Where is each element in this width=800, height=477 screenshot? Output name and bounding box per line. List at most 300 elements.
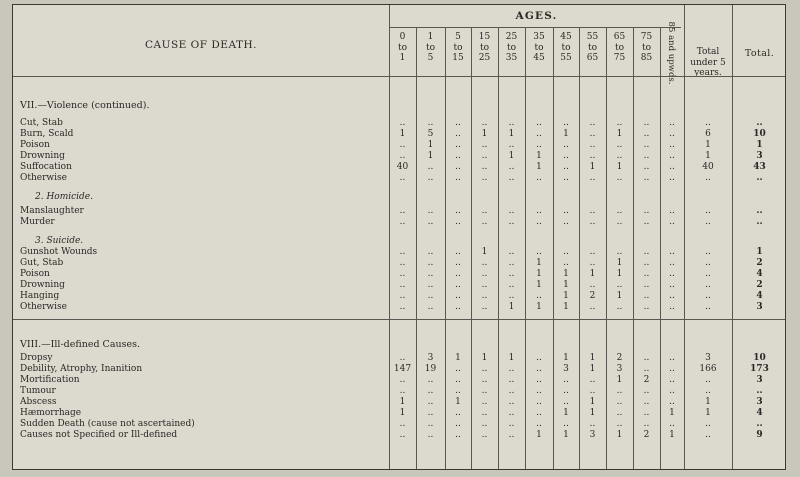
- under-5-cell: 1: [705, 397, 711, 407]
- under-5-cell: 40: [702, 162, 714, 172]
- age-cell: ..: [399, 280, 406, 290]
- age-cell: ..: [643, 269, 650, 279]
- age-cell: ..: [669, 386, 675, 396]
- age-cell: ..: [427, 217, 434, 227]
- age-cell: ..: [508, 397, 515, 407]
- row-label-text: Suffocation: [20, 162, 72, 172]
- row-label: [20, 386, 390, 396]
- age-column-header: [606, 32, 633, 64]
- age-cell: ..: [643, 173, 650, 183]
- age-cell: ..: [481, 302, 488, 312]
- age-cell: ..: [669, 302, 675, 312]
- age-cell: ..: [427, 173, 434, 183]
- age-cell: 1: [536, 302, 542, 312]
- age-cell: ..: [669, 280, 675, 290]
- under-5-cell: ..: [705, 386, 711, 396]
- age-cell: ..: [589, 173, 596, 183]
- row-label-text: Cut, Stab: [20, 118, 63, 128]
- age-cell: ..: [616, 206, 623, 216]
- row-label-text: Drowning: [20, 151, 65, 161]
- age-cell: 1: [563, 269, 569, 279]
- age-cell: ..: [643, 353, 650, 363]
- age-cell: ..: [427, 408, 434, 418]
- age-cell: 1: [563, 408, 569, 418]
- age-cell: ..: [455, 291, 461, 301]
- age-cell: 2: [616, 353, 623, 363]
- age-column-header-part: 55: [586, 32, 599, 42]
- row-label-text: Mortification: [20, 375, 80, 385]
- age-cell: ..: [427, 269, 434, 279]
- age-cell: ..: [669, 258, 675, 268]
- age-cell: 19: [424, 364, 437, 374]
- total-label: Total.: [744, 48, 775, 59]
- age-cell: 1: [616, 269, 623, 279]
- age-cell: 1: [589, 364, 596, 374]
- age-cell: 1: [399, 397, 406, 407]
- under-5-cell: 6: [705, 129, 711, 139]
- row-label: [20, 151, 390, 161]
- age-cell: ..: [643, 364, 650, 374]
- age-cell: ..: [643, 151, 650, 161]
- age-cell: ..: [643, 247, 650, 257]
- age-cell: 1: [563, 129, 569, 139]
- age-cell: ..: [669, 397, 675, 407]
- age-cell: ..: [563, 217, 569, 227]
- under-5-cell: ..: [705, 247, 711, 257]
- age-cell: ..: [563, 258, 569, 268]
- total-cell: 10: [753, 129, 766, 139]
- age-cell: ..: [536, 419, 542, 429]
- row-label: [20, 118, 390, 128]
- total-cell: 173: [750, 364, 769, 374]
- age-cell: ..: [536, 118, 542, 128]
- age-cell: ..: [616, 280, 623, 290]
- age-cell: ..: [589, 140, 596, 150]
- row-label-text: Poison: [20, 269, 50, 279]
- cause-of-death-header: CAUSE OF DEATH.: [145, 39, 257, 51]
- age-cell: 1: [563, 302, 569, 312]
- age-cell: ..: [536, 217, 542, 227]
- age-cell: ..: [616, 408, 623, 418]
- age-cell: ..: [643, 386, 650, 396]
- age-cell: ..: [643, 419, 650, 429]
- row-label-text: Gunshot Wounds: [20, 247, 98, 257]
- age-cell: ..: [589, 280, 596, 290]
- age-cell: ..: [427, 162, 434, 172]
- age-cell: 1: [616, 375, 623, 385]
- age-cell: 2: [589, 291, 596, 301]
- total-cell: 1: [756, 140, 763, 150]
- age-column-header-part: 1: [427, 32, 434, 42]
- age-cell: 1: [669, 430, 675, 440]
- under-5-cell: ..: [705, 280, 711, 290]
- age-cell: ..: [481, 280, 488, 290]
- total-cell: ..: [756, 118, 763, 128]
- age-cell: ..: [536, 397, 542, 407]
- age-cell: ..: [616, 118, 623, 128]
- row-label: [20, 280, 390, 290]
- age-column-header-part: to: [587, 42, 598, 53]
- age-cell: ..: [508, 419, 515, 429]
- age-column-header: [525, 32, 553, 64]
- age-cell: ..: [481, 430, 488, 440]
- total-cell: 1: [756, 247, 763, 257]
- under-5-cell: ..: [705, 419, 711, 429]
- section-divider: [13, 319, 785, 320]
- age-cell: 1: [563, 353, 569, 363]
- age-column-header-part: 1: [399, 53, 406, 63]
- age-cell: ..: [455, 408, 461, 418]
- total-header: [732, 49, 787, 60]
- age-cell: ..: [643, 291, 650, 301]
- age-cell: ..: [669, 353, 675, 363]
- age-cell: ..: [399, 353, 406, 363]
- age-cell: 1: [508, 302, 515, 312]
- age-column-header: [416, 32, 445, 64]
- row-label-text: Sudden Death (cause not ascertained): [20, 419, 195, 429]
- total-under-5-header: [684, 47, 732, 79]
- age-column-header-part: 35: [505, 53, 518, 63]
- age-cell: ..: [616, 386, 623, 396]
- age-cell: ..: [427, 280, 434, 290]
- age-cell: ..: [536, 129, 542, 139]
- age-cell: 1: [455, 397, 461, 407]
- age-cell: ..: [563, 375, 569, 385]
- age-column-header-part: to: [534, 42, 544, 53]
- age-cell: ..: [616, 173, 623, 183]
- age-cell: ..: [536, 386, 542, 396]
- age-cell: ..: [481, 206, 488, 216]
- total-cell: 9: [756, 430, 763, 440]
- age-cell: 1: [481, 353, 488, 363]
- age-cell: ..: [563, 151, 569, 161]
- row-label-text: Murder: [20, 217, 55, 227]
- age-cell: ..: [481, 151, 488, 161]
- age-cell: ..: [455, 364, 461, 374]
- age-cell: 1: [536, 269, 542, 279]
- age-cell: ..: [455, 247, 461, 257]
- section-violence: VII.—Violence (continued).: [20, 100, 150, 111]
- row-label: [20, 364, 390, 374]
- row-label: [20, 217, 390, 227]
- age-cell: ..: [616, 397, 623, 407]
- age-cell: ..: [508, 173, 515, 183]
- age-cell: ..: [455, 129, 461, 139]
- total-cell: 4: [756, 408, 763, 418]
- age-cell: ..: [455, 173, 461, 183]
- age-column-header-part: to: [453, 42, 463, 53]
- age-cell: ..: [669, 173, 675, 183]
- age-column-header-part: 15: [478, 32, 491, 42]
- age-cell: ..: [399, 217, 406, 227]
- age-cell: 3: [563, 364, 569, 374]
- age-cell: 1: [616, 129, 623, 139]
- total-cell: 4: [756, 291, 763, 301]
- row-label-text: Manslaughter: [20, 206, 84, 216]
- age-cell: ..: [427, 302, 434, 312]
- age-cell: ..: [427, 247, 434, 257]
- age-cell: 1: [508, 151, 515, 161]
- age-cell: ..: [399, 419, 406, 429]
- age-cell: ..: [508, 386, 515, 396]
- under-5-cell: ..: [705, 258, 711, 268]
- age-cell: ..: [455, 375, 461, 385]
- age-cell: ..: [563, 386, 569, 396]
- age-cell: ..: [589, 375, 596, 385]
- age-cell: ..: [643, 258, 650, 268]
- age-cell: ..: [508, 217, 515, 227]
- age-cell: ..: [669, 269, 675, 279]
- age-cell: ..: [455, 151, 461, 161]
- age-column-header: [633, 32, 660, 64]
- age-cell: ..: [536, 206, 542, 216]
- age-column-header-part: to: [561, 42, 571, 53]
- under-5-cell: ..: [705, 291, 711, 301]
- age-cell: ..: [399, 302, 406, 312]
- age-cell: ..: [669, 118, 675, 128]
- age-cell: ..: [643, 408, 650, 418]
- age-cell: 1: [455, 353, 461, 363]
- age-cell: ..: [643, 397, 650, 407]
- age-cell: ..: [399, 291, 406, 301]
- age-cell: 1: [589, 397, 596, 407]
- total-cell: 2: [756, 258, 763, 268]
- age-cell: ..: [669, 247, 675, 257]
- age-cell: 1: [589, 353, 596, 363]
- section-ill-defined: VIII.—Ill-defined Causes.: [20, 339, 141, 350]
- age-column-header-part: to: [614, 42, 625, 53]
- age-column-header: [389, 32, 416, 64]
- age-cell: 1: [399, 129, 406, 139]
- age-cell: ..: [508, 375, 515, 385]
- total-cell: 43: [753, 162, 766, 172]
- age-cell: ..: [508, 280, 515, 290]
- age-cell: ..: [589, 258, 596, 268]
- age-cell: 1: [616, 291, 623, 301]
- age-cell: ..: [669, 364, 675, 374]
- age-column-header-part: 25: [478, 53, 491, 63]
- age-cell: 1: [563, 430, 569, 440]
- age-cell: ..: [589, 118, 596, 128]
- age-cell: 1: [399, 408, 406, 418]
- row-label: [20, 129, 390, 139]
- age-cell: ..: [399, 386, 406, 396]
- row-label-text: Debility, Atrophy, Inanition: [20, 364, 143, 374]
- age-cell: ..: [399, 375, 406, 385]
- age-cell: ..: [399, 140, 406, 150]
- age-column-header-part: to: [479, 42, 490, 53]
- age-cell: ..: [399, 151, 406, 161]
- age-cell: ..: [563, 247, 569, 257]
- age-cell: 1: [589, 408, 596, 418]
- age-cell: ..: [643, 206, 650, 216]
- under-5-cell: ..: [705, 118, 711, 128]
- age-cell: ..: [643, 302, 650, 312]
- age-cell: ..: [455, 280, 461, 290]
- age-cell: ..: [481, 408, 488, 418]
- row-label: [20, 375, 390, 385]
- age-cell: ..: [508, 364, 515, 374]
- row-label: [20, 173, 390, 183]
- age-cell: ..: [508, 140, 515, 150]
- row-label-text: Dropsy: [20, 353, 53, 363]
- age-cell: ..: [399, 430, 406, 440]
- total-cell: ..: [756, 386, 763, 396]
- row-label: [20, 247, 390, 257]
- age-column-header: [471, 32, 498, 64]
- total-cell: 4: [756, 269, 763, 279]
- age-cell: ..: [616, 217, 623, 227]
- age-cell: 1: [616, 162, 623, 172]
- age-cell: ..: [669, 206, 675, 216]
- last-age-col-header: 85 and upwds.: [666, 21, 676, 85]
- age-cell: ..: [481, 162, 488, 172]
- age-cell: ..: [427, 386, 434, 396]
- age-cell: 2: [643, 430, 650, 440]
- age-cell: ..: [616, 247, 623, 257]
- row-label: [20, 258, 390, 268]
- age-cell: ..: [589, 247, 596, 257]
- age-cell: ..: [536, 408, 542, 418]
- row-label-text: Burn, Scald: [20, 129, 74, 139]
- age-cell: ..: [669, 140, 675, 150]
- age-cell: ..: [589, 206, 596, 216]
- age-column-header-part: to: [506, 42, 517, 53]
- age-cell: ..: [508, 269, 515, 279]
- age-cell: ..: [481, 419, 488, 429]
- total-cell: ..: [756, 206, 763, 216]
- row-label-text: Tumour: [20, 386, 56, 396]
- age-cell: ..: [427, 419, 434, 429]
- age-cell: ..: [669, 162, 675, 172]
- under-5-cell: ..: [705, 430, 711, 440]
- age-cell: 1: [536, 258, 542, 268]
- age-cell: ..: [669, 375, 675, 385]
- age-cell: ..: [481, 217, 488, 227]
- age-cell: ..: [643, 280, 650, 290]
- age-cell: ..: [399, 118, 406, 128]
- age-cell: ..: [455, 162, 461, 172]
- under-5-cell: ..: [705, 375, 711, 385]
- age-cell: ..: [669, 217, 675, 227]
- ages-divider: [389, 27, 681, 28]
- age-cell: ..: [455, 269, 461, 279]
- age-cell: ..: [669, 151, 675, 161]
- age-cell: ..: [455, 217, 461, 227]
- age-cell: ..: [669, 129, 675, 139]
- row-label: [20, 408, 390, 418]
- age-cell: 3: [616, 364, 623, 374]
- header-divider: [13, 76, 785, 77]
- age-cell: ..: [399, 173, 406, 183]
- age-cell: ..: [427, 397, 434, 407]
- age-cell: 1: [481, 247, 488, 257]
- row-label-text: Hæmorrhage: [20, 408, 82, 418]
- age-column-header-part: to: [425, 42, 436, 53]
- age-cell: 147: [393, 364, 412, 374]
- age-cell: ..: [481, 140, 488, 150]
- age-column-header-part: 55: [560, 53, 572, 63]
- age-cell: 1: [589, 162, 596, 172]
- age-cell: ..: [536, 353, 542, 363]
- age-cell: ..: [643, 217, 650, 227]
- age-cell: ..: [508, 247, 515, 257]
- age-cell: ..: [589, 386, 596, 396]
- age-cell: ..: [508, 206, 515, 216]
- age-cell: ..: [563, 397, 569, 407]
- age-cell: 40: [396, 162, 409, 172]
- under-5-cell: 3: [705, 353, 711, 363]
- age-cell: 1: [589, 269, 596, 279]
- age-cell: ..: [643, 162, 650, 172]
- age-column-header-part: to: [397, 42, 408, 53]
- mortality-table: [12, 4, 786, 470]
- age-cell: 1: [616, 258, 623, 268]
- age-cell: ..: [536, 375, 542, 385]
- row-label-text: Otherwise: [20, 173, 67, 183]
- age-column-header-part: 15: [452, 53, 464, 63]
- age-cell: 1: [508, 129, 515, 139]
- age-cell: ..: [589, 129, 596, 139]
- age-cell: 1: [536, 151, 542, 161]
- row-label-text: Hanging: [20, 291, 60, 301]
- age-cell: 1: [427, 140, 434, 150]
- row-label-text: Drowning: [20, 280, 65, 290]
- age-cell: ..: [481, 173, 488, 183]
- age-cell: ..: [589, 217, 596, 227]
- age-cell: ..: [508, 162, 515, 172]
- under-5-cell: ..: [705, 173, 711, 183]
- age-cell: ..: [455, 206, 461, 216]
- row-label: [20, 206, 390, 216]
- age-column-header-part: 45: [560, 32, 572, 42]
- age-cell: 1: [536, 430, 542, 440]
- age-cell: ..: [481, 291, 488, 301]
- age-cell: 3: [589, 430, 596, 440]
- total-cell: 10: [753, 353, 766, 363]
- age-cell: ..: [563, 162, 569, 172]
- age-cell: ..: [508, 408, 515, 418]
- row-label: [20, 269, 390, 279]
- age-column-header-part: 85: [640, 53, 653, 63]
- age-cell: ..: [481, 397, 488, 407]
- total-cell: ..: [756, 173, 763, 183]
- subsection-homicide: 2. Homicide.: [35, 192, 93, 202]
- age-cell: ..: [508, 291, 515, 301]
- age-cell: ..: [455, 140, 461, 150]
- age-cell: ..: [616, 151, 623, 161]
- age-column-header-part: 75: [640, 32, 653, 42]
- age-cell: ..: [399, 269, 406, 279]
- age-cell: ..: [589, 419, 596, 429]
- age-cell: ..: [481, 258, 488, 268]
- age-column-header-part: 5: [427, 53, 434, 63]
- row-label: [20, 353, 390, 363]
- row-label: [20, 397, 390, 407]
- age-cell: ..: [536, 140, 542, 150]
- age-cell: ..: [399, 206, 406, 216]
- total-cell: 3: [756, 375, 763, 385]
- age-cell: ..: [643, 129, 650, 139]
- total-under-5-label: Total under 5 years.: [690, 47, 726, 78]
- age-cell: ..: [616, 140, 623, 150]
- age-cell: ..: [455, 419, 461, 429]
- under-5-cell: ..: [705, 217, 711, 227]
- age-cell: 1: [508, 353, 515, 363]
- age-cell: ..: [427, 206, 434, 216]
- age-column-header-part: 0: [399, 32, 406, 42]
- age-column-header-part: 35: [533, 32, 545, 42]
